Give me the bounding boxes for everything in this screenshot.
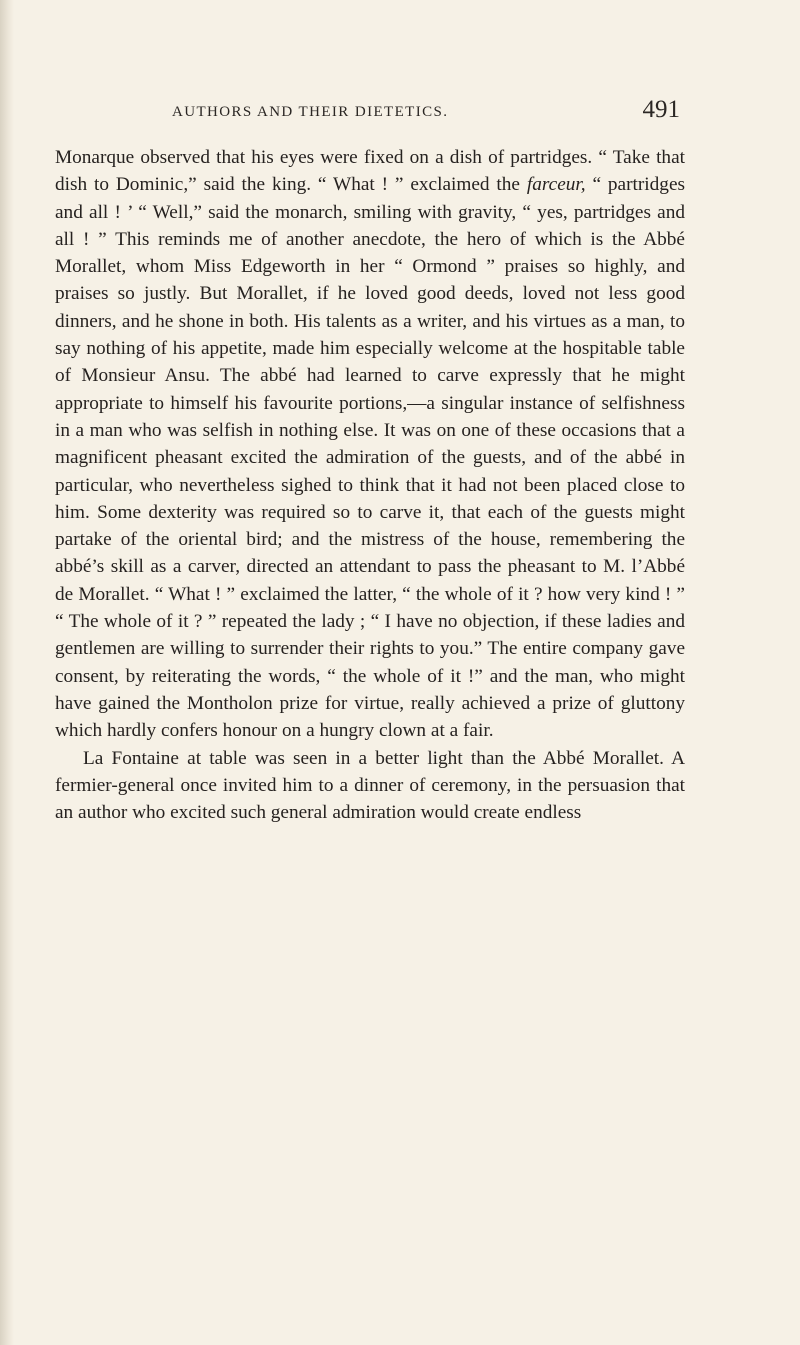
page-number: 491 (642, 96, 680, 123)
paragraph-text: Monarque observed that his eyes were fixed on a dish of partridges. “ Take that dish to Dominic,” said the king. “ What ! ” exclaimed the (55, 147, 685, 196)
binding-shadow (0, 0, 14, 1345)
running-title: AUTHORS AND THEIR DIETETICS. (172, 104, 449, 120)
running-head (160, 96, 680, 130)
paragraph: La Fontaine at table was seen in a better light than the Abbé Morallet. A fermier-general once invited him to a dinner of ceremony, in the persuasion that an author who excited such general admiration would create endless (55, 747, 685, 824)
paragraph (55, 144, 685, 745)
body-text (55, 144, 685, 826)
paragraph-text: “ partridges and all ! ’ “ Well,” said the monarch, smiling with gravity, “ yes, partridges and all ! ” This reminds me of another anecdote, the hero of which is the Abbé Morallet, whom Miss Edgeworth in her “ Ormond ” praises so highly, and praises so justly. But Morallet, if he loved good deeds, loved not less good dinners, and he shone in both. His talents as a writer, and his virtues as a man, to say nothing of his appetite, made him especially welcome at the hospitable table of Monsieur Ansu. The abbé had learned to carve expressly that he might appropriate to himself his favourite portions,—a singular instance of selfishness in a man who was selfish in nothing else. It was on one of these occasions that a magnificent pheasant excited the admiration of the guests, and of the abbé in particular, who nevertheless sighed to think that it had not been placed close to him. Some dexterity was required so to carve it, that each of the guests might partake of the oriental bird; and the mistress of the house, remembering the abbé’s skill as a carver, directed an attendant to pass the pheasant to M. l’Abbé de Morallet. “ What ! ” exclaimed the latter, “ the whole of it ? how very kind ! ” “ The whole of it ? ” repeated the lady ; “ I have no objection, if these ladies and gentlemen are willing to surrender their rights to you.” The entire company gave consent, by reiterating the words, “ the whole of it !” and the man, who might have gained the Montholon prize for virtue, really achieved a prize of gluttony which hardly confers honour on a hungry clown at a fair. (55, 174, 686, 742)
italic-word: farceur, (526, 174, 586, 196)
